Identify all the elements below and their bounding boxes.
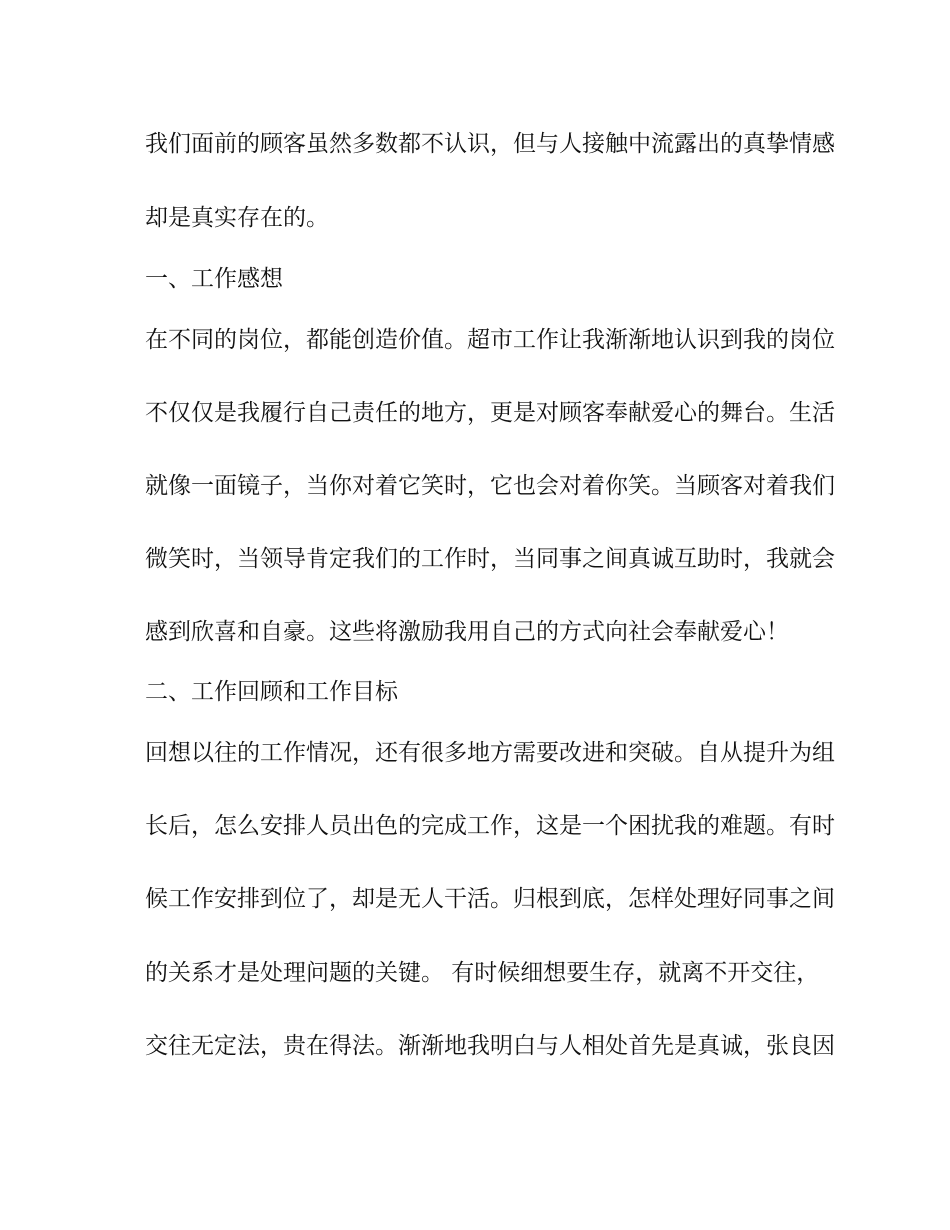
section-heading: 二、工作回顾和工作目标: [145, 679, 398, 705]
paragraph-line: 不仅仅是我履行自己责任的地方，更是对顾客奉献爱心的舞台。生活: [145, 400, 835, 426]
paragraph-line: 在不同的岗位，都能创造价值。超市工作让我渐渐地认识到我的岗位: [145, 327, 835, 353]
paragraph-line: 交往无定法，贵在得法。渐渐地我明白与人相处首先是真诚，张良因: [145, 1033, 835, 1059]
paragraph-line: 我们面前的顾客虽然多数都不认识，但与人接触中流露出的真挚情感: [145, 131, 835, 157]
paragraph-line: 长后，怎么安排人员出色的完成工作，这是一个困扰我的难题。有时: [145, 813, 835, 839]
section-heading: 一、工作感想: [145, 266, 283, 292]
paragraph-line: 回想以往的工作情况，还有很多地方需要改进和突破。自从提升为组: [145, 740, 835, 766]
paragraph-line: 的关系才是处理问题的关键。 有时候细想要生存，就离不开交往，: [145, 960, 820, 986]
paragraph-line: 微笑时，当领导肯定我们的工作时，当同事之间真诚互助时，我就会: [145, 546, 835, 572]
paragraph-line: 候工作安排到位了，却是无人干活。归根到底，怎样处理好同事之间: [145, 886, 835, 912]
paragraph-line: 却是真实存在的。: [145, 205, 329, 231]
paragraph-line: 感到欣喜和自豪。这些将激励我用自己的方式向社会奉献爱心！: [145, 619, 789, 645]
paragraph-line: 就像一面镜子，当你对着它笑时，它也会对着你笑。当顾客对着我们: [145, 473, 835, 499]
